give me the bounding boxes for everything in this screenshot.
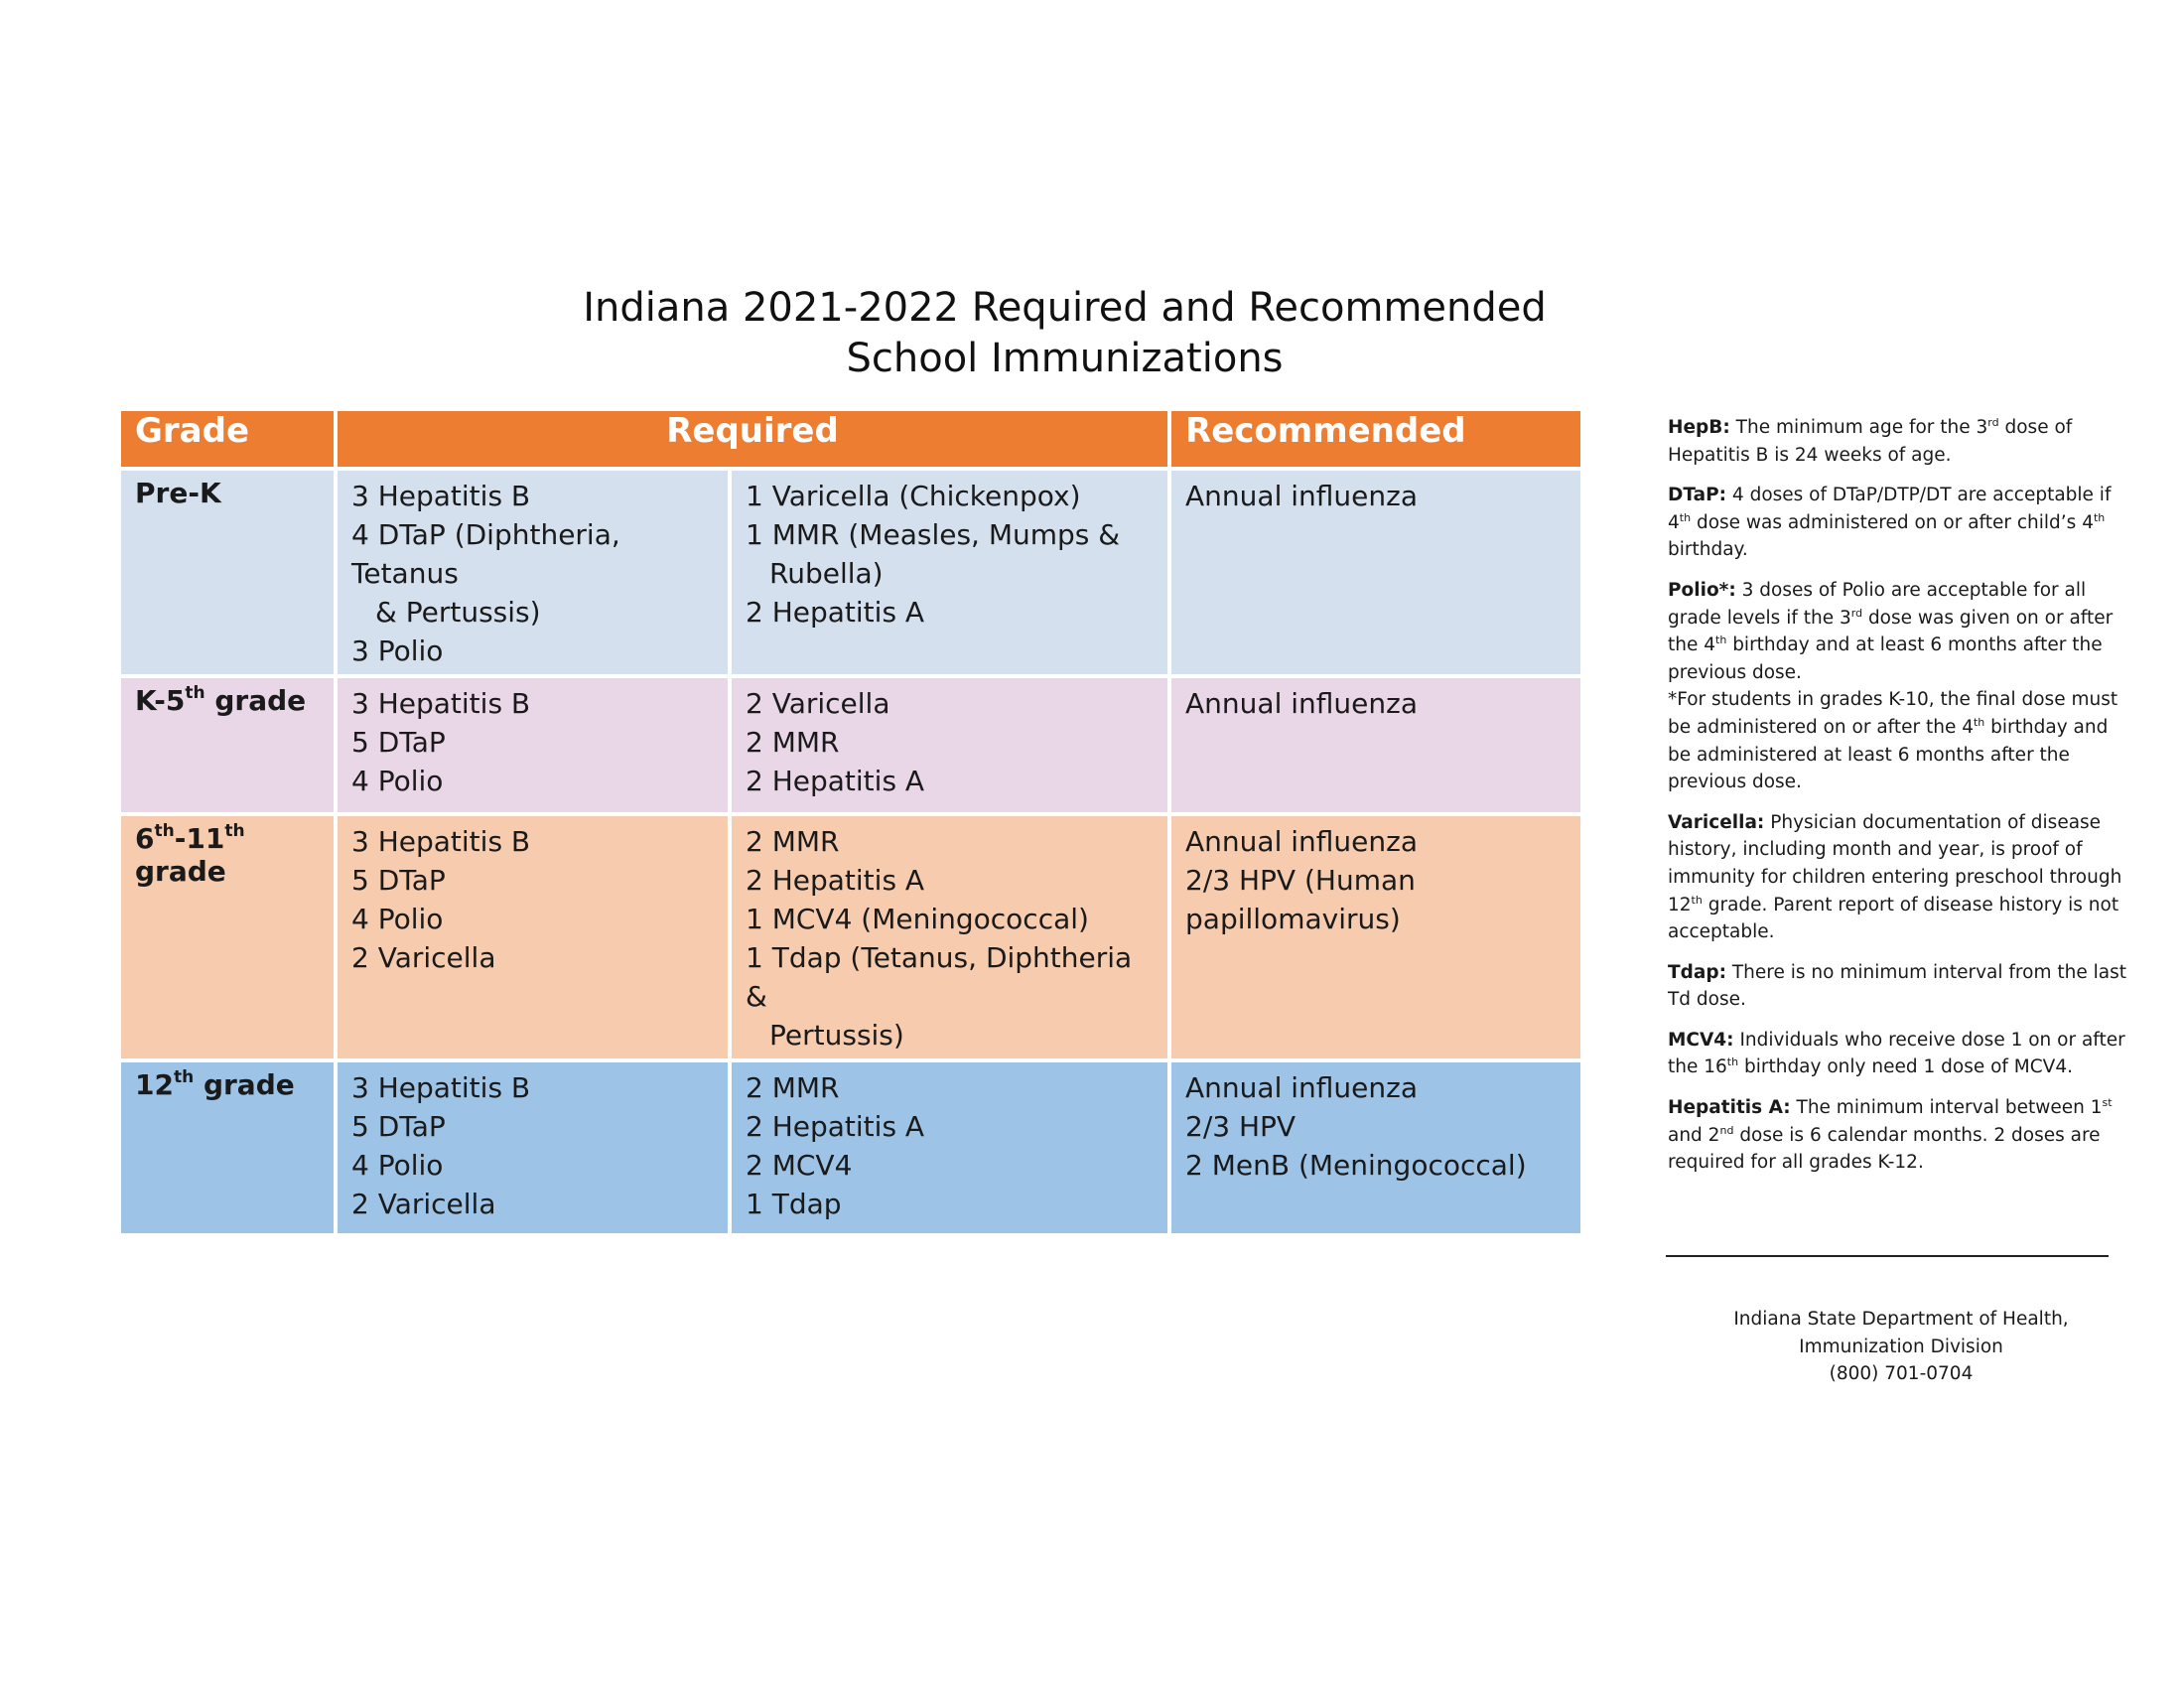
note-label: Hepatitis A:	[1668, 1097, 1791, 1119]
grade-label-mid: -11	[174, 822, 225, 855]
vaccine-item: 2 Hepatitis A	[746, 596, 925, 629]
title-line-2: School Immunizations	[846, 336, 1284, 381]
note-ordinal: nd	[1719, 1123, 1734, 1137]
vaccine-item: 1 Varicella (Chickenpox)	[746, 480, 1081, 512]
title-line-1: Indiana 2021-2022 Required and Recommended	[583, 285, 1547, 331]
grade-cell	[119, 814, 336, 1060]
note-text: grade. Parent report of disease history is not acceptable.	[1668, 894, 2119, 943]
recommended-cell	[1169, 469, 1582, 676]
note-text: birthday and at least 6 months after the previous dose.	[1668, 634, 2103, 683]
note-ordinal: th	[1715, 633, 1727, 646]
required-cell-b	[730, 1060, 1169, 1235]
grade-ordinal: th	[224, 820, 245, 841]
vaccine-item: 1 Tdap (Tetanus, Diphtheria &	[746, 941, 1133, 1013]
vaccine-item: 2 Varicella	[351, 1188, 496, 1220]
page-title	[119, 283, 2010, 384]
grade-ordinal: th	[173, 1066, 195, 1087]
required-cell-b	[730, 676, 1169, 814]
header-required: Required	[336, 409, 1169, 469]
required-cell-a	[336, 1060, 730, 1235]
note-label: Varicella:	[1668, 811, 1765, 833]
note-ordinal: rd	[1987, 415, 1999, 429]
note-text: dose was administered on or after child’s 4	[1691, 511, 2094, 533]
grade-label: K-5	[135, 684, 186, 717]
table-row-k-5	[119, 676, 1582, 814]
vaccine-item: 4 Polio	[351, 765, 444, 797]
note-label: HepB:	[1668, 417, 1730, 438]
footer-divider	[1666, 1255, 2109, 1257]
note-text: birthday and be administered at least 6 months after the previous dose.	[1668, 716, 2109, 793]
grade-label-tail: grade	[194, 1068, 295, 1101]
vaccine-item: 2 MMR	[746, 1071, 840, 1104]
required-cell-b	[730, 469, 1169, 676]
note-varicella	[1668, 809, 2134, 946]
grade-label-tail: grade	[135, 855, 226, 888]
vaccine-item: Annual influenza	[1185, 480, 1418, 512]
vaccine-item: 3 Hepatitis B	[351, 825, 531, 858]
required-cell-a	[336, 469, 730, 676]
vaccine-item: 1 Tdap	[746, 1188, 842, 1220]
note-ordinal: th	[2093, 510, 2106, 524]
vaccine-item: Annual influenza	[1185, 825, 1418, 858]
vaccine-item: 4 Polio	[351, 1149, 444, 1182]
grade-label: 12	[135, 1068, 174, 1101]
note-text: 3 doses of Polio are acceptable for all grade levels if the 3	[1668, 579, 2087, 629]
footer-line-2: Immunization Division	[1799, 1336, 2003, 1357]
note-text: dose is 6 calendar months. 2 doses are required for all grades K-12.	[1668, 1124, 2101, 1174]
note-hepb	[1668, 414, 2134, 469]
note-text: dose of Hepatitis B is 24 weeks of age.	[1668, 417, 2073, 466]
vaccine-item: 5 DTaP	[351, 726, 446, 759]
recommended-cell	[1169, 1060, 1582, 1235]
vaccine-item: 2 Hepatitis A	[746, 765, 925, 797]
recommended-cell	[1169, 676, 1582, 814]
footnotes	[1668, 414, 2134, 1190]
required-cell-a	[336, 814, 730, 1060]
header-grade: Grade	[119, 409, 336, 469]
vaccine-item: 2 Hepatitis A	[746, 864, 925, 897]
required-cell-a	[336, 676, 730, 814]
note-text: The minimum age for the 3	[1729, 417, 1988, 438]
vaccine-item: 2 Varicella	[351, 941, 496, 974]
note-dtap	[1668, 482, 2134, 564]
vaccine-item: 2 MenB (Meningococcal)	[1185, 1149, 1527, 1182]
footer-phone: (800) 701-0704	[1829, 1363, 1974, 1385]
note-ordinal: th	[1679, 510, 1692, 524]
note-text: 4 doses of DTaP/DTP/DT are acceptable if 4	[1668, 485, 2112, 533]
grade-ordinal: th	[154, 820, 175, 841]
note-label: MCV4:	[1668, 1029, 1734, 1051]
vaccine-item: Annual influenza	[1185, 687, 1418, 720]
note-text: birthday only need 1 dose of MCV4.	[1738, 1056, 2073, 1078]
note-label: DTaP:	[1668, 485, 1727, 506]
vaccine-item: 2 Varicella	[746, 687, 890, 720]
note-label: Tdap:	[1668, 961, 1726, 983]
note-hepatitis-a	[1668, 1094, 2134, 1177]
note-text: The minimum interval between 1	[1790, 1097, 2103, 1119]
note-text: dose was given on or after the 4	[1668, 607, 2114, 656]
footer-contact	[1668, 1306, 2134, 1388]
vaccine-item: 4 Polio	[351, 903, 444, 935]
note-text: and 2	[1668, 1124, 1720, 1146]
vaccine-item-continued: Rubella)	[769, 557, 884, 590]
grade-cell	[119, 469, 336, 676]
vaccine-item: 5 DTaP	[351, 1110, 446, 1143]
vaccine-item: 2 MMR	[746, 726, 840, 759]
note-label: Polio*:	[1668, 579, 1736, 601]
note-text: Physician documentation of disease history, including month and year, is proof of immunity for children entering preschool through 12	[1668, 811, 2122, 915]
vaccine-item: 1 MCV4 (Meningococcal)	[746, 903, 1089, 935]
vaccine-item-continued: papillomavirus)	[1185, 903, 1401, 935]
immunization-table	[117, 407, 1584, 1237]
grade-label: 6	[135, 822, 155, 855]
note-text: There is no minimum interval from the last Td dose.	[1668, 961, 2126, 1011]
vaccine-item: 3 Hepatitis B	[351, 1071, 531, 1104]
grade-cell	[119, 676, 336, 814]
grade-label: Pre-K	[135, 477, 221, 509]
vaccine-item: 2/3 HPV (Human	[1185, 864, 1416, 897]
note-text: birthday.	[1668, 539, 1748, 561]
recommended-cell	[1169, 814, 1582, 1060]
vaccine-item: 5 DTaP	[351, 864, 446, 897]
table-row-12	[119, 1060, 1582, 1235]
note-text: *For students in grades K-10, the final dose must be administered on or after the 4	[1668, 689, 2118, 738]
table-header-row	[119, 409, 1582, 469]
note-ordinal: rd	[1850, 606, 1863, 620]
vaccine-item-continued: Pertussis)	[769, 1019, 904, 1052]
vaccine-item: 3 Polio	[351, 634, 444, 667]
grade-ordinal: th	[185, 682, 205, 703]
note-ordinal: th	[1973, 715, 1985, 729]
note-ordinal: th	[1726, 1055, 1739, 1069]
vaccine-item: 3 Hepatitis B	[351, 687, 531, 720]
grade-cell	[119, 1060, 336, 1235]
note-mcv4	[1668, 1027, 2134, 1081]
header-recommended: Recommended	[1169, 409, 1582, 469]
table-row-pre-k	[119, 469, 1582, 676]
required-cell-b	[730, 814, 1169, 1060]
vaccine-item-continued: & Pertussis)	[375, 596, 541, 629]
vaccine-item: 2 MCV4	[746, 1149, 853, 1182]
note-ordinal: st	[2102, 1095, 2113, 1109]
table-row-6-11	[119, 814, 1582, 1060]
vaccine-item: 2/3 HPV	[1185, 1110, 1297, 1143]
footer-line-1: Indiana State Department of Health,	[1733, 1309, 2069, 1330]
vaccine-item: 2 Hepatitis A	[746, 1110, 925, 1143]
note-text: Individuals who receive dose 1 on or after the 16	[1668, 1029, 2125, 1078]
vaccine-item: 1 MMR (Measles, Mumps &	[746, 518, 1121, 551]
vaccine-item: Annual influenza	[1185, 1071, 1418, 1104]
grade-label-tail: grade	[205, 684, 307, 717]
note-tdap	[1668, 959, 2134, 1014]
vaccine-item: 3 Hepatitis B	[351, 480, 531, 512]
vaccine-item: 4 DTaP (Diphtheria, Tetanus	[351, 518, 620, 590]
note-ordinal: th	[1691, 893, 1703, 907]
vaccine-item: 2 MMR	[746, 825, 840, 858]
note-polio	[1668, 577, 2134, 796]
